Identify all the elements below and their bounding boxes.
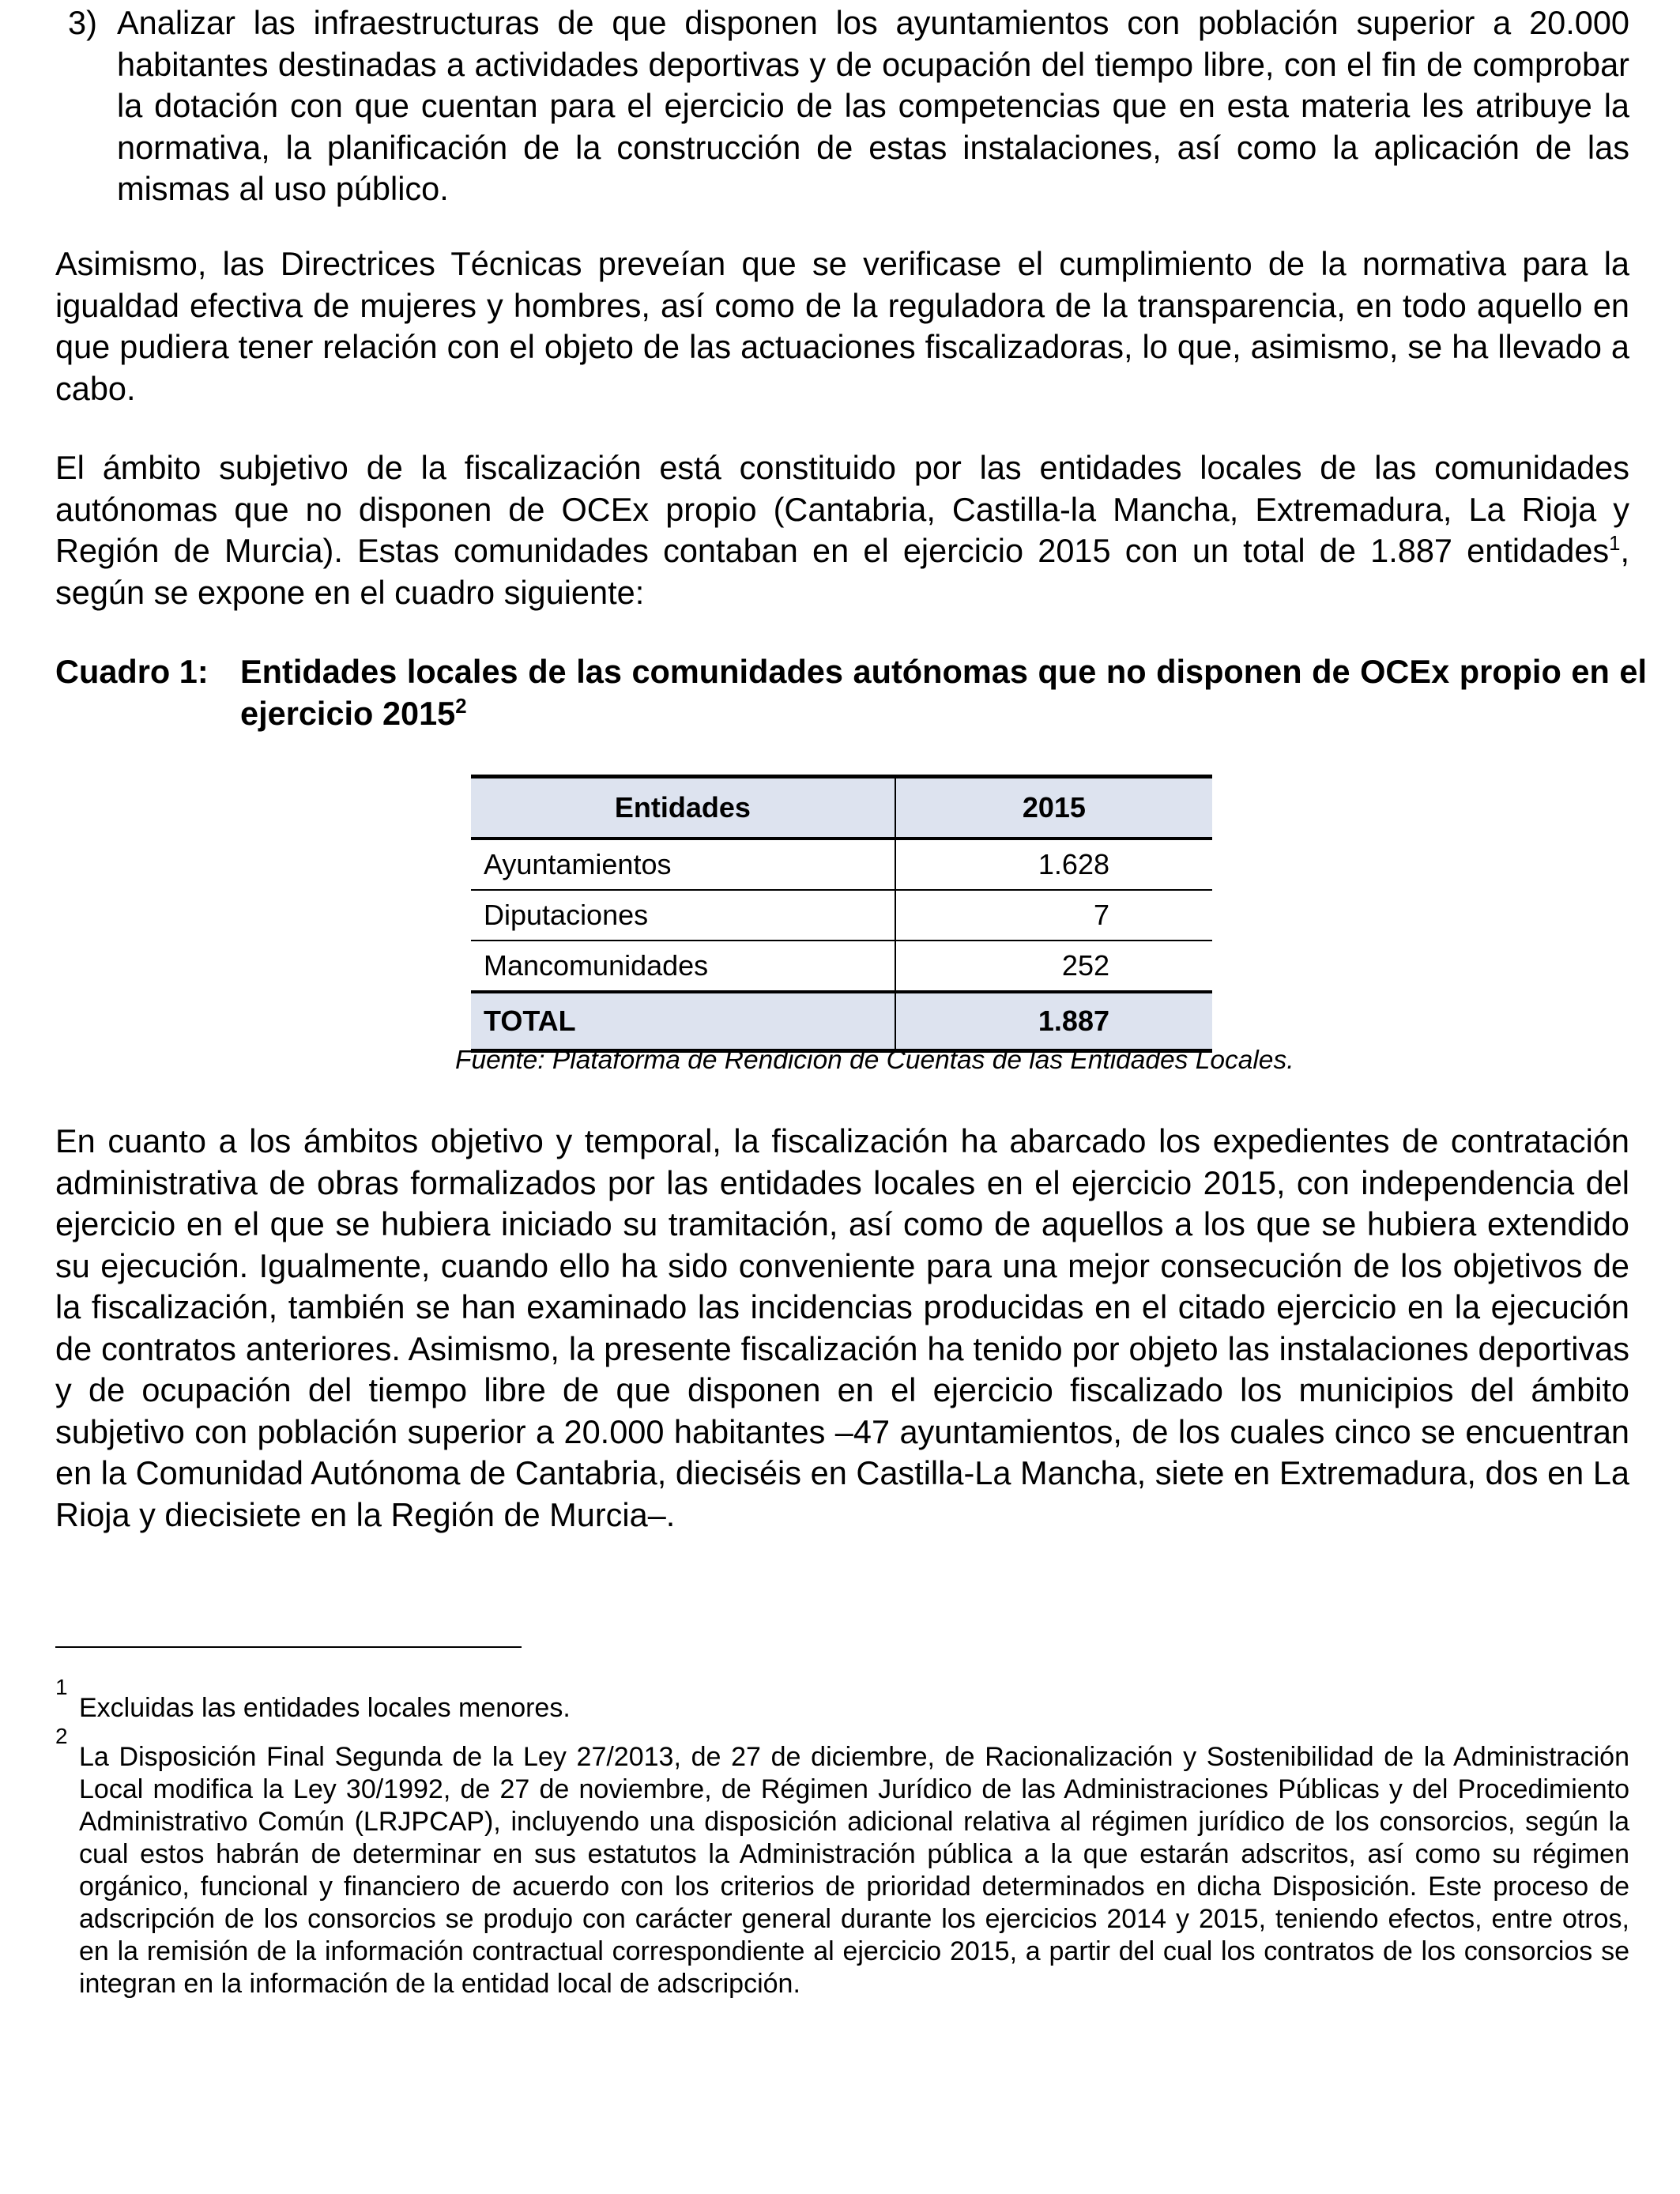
footnote-text: Excluidas las entidades locales menores.: [79, 1693, 571, 1723]
list-item-text: Analizar las infraestructuras de que disponen los ayuntamientos con población superior a 20.000 habitantes destinadas a actividades deportivas y de ocupación del tiempo libre, con el fin de comprobar la dotación con que cuentan para el ejercicio de las competencias que en esta materia les atribuye la normativa, la planificación de la construcción de estas instalaciones, así como la aplicación de las mismas al uso público.: [117, 4, 1629, 207]
row-value: 1.628: [895, 839, 1212, 890]
row-entity: Ayuntamientos: [471, 839, 895, 890]
paragraph-ambito-subjetivo: [55, 447, 1629, 613]
table-header-row: [471, 777, 1212, 839]
row-entity: Mancomunidades: [471, 941, 895, 992]
table-row: [471, 941, 1212, 992]
footnote-divider: [55, 1646, 522, 1648]
footnote-text: La Disposición Final Segunda de la Ley 27/2013, de 27 de diciembre, de Racionalización y Sostenibilidad de la Administración Local modifica la Ley 30/1992, de 27 de noviembre, de Régimen Jurídico de las Administraciones Públicas y del Procedimiento Administrativo Común (LRJPCAP), incluyendo una disposición adicional relativa al régimen jurídico de los consorcios, según la cual estos habrán de determinar en sus estatutos la Administración pública a la que estarán adscritos, así como su régimen orgánico, funcional y financiero de acuerdo con los criterios de prioridad determinados en dicha Disposición. Este proceso de adscripción de los consorcios se produjo con carácter general durante los ejercicios 2014 y 2015, teniendo efectos, entre otros, en la remisión de la información contractual correspondiente al ejercicio 2015, a partir del cual los contratos de los consorcios se integran en la información de la entidad local de adscripción.: [79, 1742, 1629, 1999]
paragraph-ambitos-objetivo: En cuanto a los ámbitos objetivo y temporal, la fiscalización ha abarcado los expedientes de contratación administrativa de obras formalizados por las entidades locales en el ejercicio 2015, con independencia del ejercicio en el que se hubiera iniciado su tramitación, así como de aquellos a los que se hubiera extendido su ejecución. Igualmente, cuando ello ha sido conveniente para una mejor consecución de los objetivos de la fiscalización, también se han examinado las incidencias producidas en el citado ejercicio en la ejecución de contratos anteriores. Asimismo, la presente fiscalización ha tenido por objeto las instalaciones deportivas y de ocupación del tiempo libre de que disponen en el ejercicio fiscalizado los municipios del ámbito subjetivo con población superior a 20.000 habitantes –47 ayuntamientos, de los cuales cinco se encuentran en la Comunidad Autónoma de Cantabria, dieciséis en Castilla-La Mancha, siete en Extremadura, dos en La Rioja y diecisiete en la Región de Murcia–.: [55, 1122, 1629, 1533]
row-value: 252: [1061, 949, 1109, 982]
table-source: Fuente: Plataforma de Rendición de Cuentas de las Entidades Locales.: [455, 1046, 1294, 1075]
table-caption-title: Entidades locales de las comunidades autónomas que no disponen de OCEx propio en el ejercicio 2015: [240, 653, 1647, 732]
list-item-3: [68, 2, 1629, 210]
header-entidades: Entidades: [471, 777, 895, 839]
table-total-row: [471, 992, 1212, 1051]
paragraph-text-after: , según se expone en el cuadro siguiente:: [55, 532, 1629, 611]
footnote-1: 1 Excluidas las entidades locales menores.: [55, 1692, 1629, 1725]
table-row: [471, 839, 1212, 890]
row-value: 7: [895, 890, 1212, 941]
footnote-ref-1[interactable]: 1: [1609, 533, 1621, 556]
table-row: [471, 890, 1212, 941]
total-label: TOTAL: [471, 992, 895, 1051]
entities-table: [471, 775, 1212, 1053]
list-item-number: 3): [68, 4, 97, 41]
row-entity: Diputaciones: [471, 890, 895, 941]
paragraph-directrices: Asimismo, las Directrices Técnicas preveían que se verificase el cumplimiento de la normativa para la igualdad efectiva de mujeres y hombres, así como de la reguladora de la transparencia, en todo aquello en que pudiera tener relación con el objeto de las actuaciones fiscalizadoras, lo que, asimismo, se ha llevado a cabo.: [55, 245, 1629, 407]
total-value: 1.887: [895, 992, 1212, 1051]
table-caption-text: [240, 651, 1647, 734]
footnote-2: 2 La Disposición Final Segunda de la Ley 27/2013, de 27 de diciembre, de Racionalización y Sostenibilidad de la Administración Local modifica la Ley 30/1992, de 27 de noviembre, de Régimen Jurídico de las Administraciones Públicas y del Procedimiento Administrativo Común (LRJPCAP), incluyendo una disposición adicional relativa al régimen jurídico de los consorcios, según la cual estos habrán de determinar en sus estatutos la Administración pública a la que estarán adscritos, así como su régimen orgánico, funcional y financiero de acuerdo con los criterios de prioridad determinados en dicha Disposición. Este proceso de adscripción de los consorcios se produjo con carácter general durante los ejercicios 2014 y 2015, teniendo efectos, entre otros, en la remisión de la información contractual correspondiente al ejercicio 2015, a partir del cual los contratos de los consorcios se integran en la información de la entidad local de adscripción.: [55, 1724, 1629, 1999]
table-caption-label: Cuadro 1:: [55, 653, 209, 690]
paragraph-text-before: El ámbito subjetivo de la fiscalización está constituido por las entidades locales de las comunidades autónomas que no disponen de OCEx propio (Cantabria, Castilla-la Mancha, Extremadura, La Rioja y Región de Murcia). Estas comunidades contaban en el ejercicio 2015 con un total de 1.887 entidades: [55, 449, 1629, 569]
header-2015: 2015: [895, 777, 1212, 839]
footnote-ref-2[interactable]: 2: [455, 695, 467, 718]
